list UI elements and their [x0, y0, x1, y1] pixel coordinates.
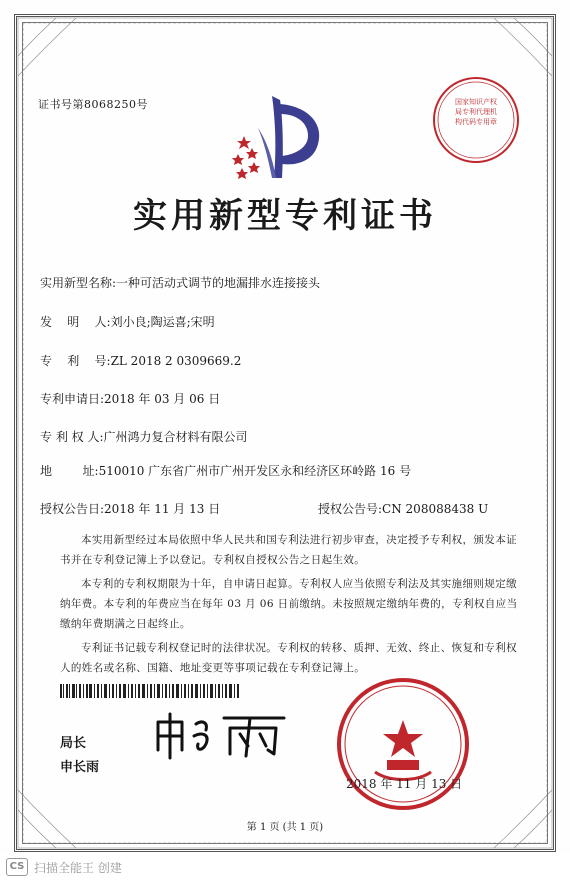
field-label: 实用新型名称:: [40, 276, 117, 290]
field-value: 一种可活动式调节的地漏排水连接接头: [116, 276, 321, 290]
field-utility-model-name: [40, 274, 320, 291]
field-label: 授权公告日:: [40, 502, 105, 516]
certificate-number: 证书号第8068250号: [38, 98, 148, 111]
field-label: 专 利 号:: [40, 354, 111, 368]
paragraph-status: 专利证书记载专利权登记时的法律状况。专利权的转移、质押、无效、终止、恢复和专利权人的姓名或名称、国籍、地址变更等事项记载在专利登记簿上。: [60, 642, 517, 674]
director-signature: [150, 710, 290, 760]
paragraph-term: 本专利的专利权期限为十年，自申请日起算。专利权人应当依照专利法及其实施细则规定缴纳年费。本专利的年费应当在每年 03 月 06 日前缴纳。未按照规定缴纳年费的，专利权自应当缴纳年费期满之日起终止。: [60, 578, 518, 630]
field-label: 地 址:: [40, 464, 99, 478]
field-value: 2018 年 03 月 06 日: [104, 392, 221, 406]
field-patentee: [40, 428, 248, 445]
paragraph-grant: 本实用新型经过本局依照中华人民共和国专利法进行初步审查，决定授予专利权，颁发本证书并在专利登记簿上予以登记。专利权自授权公告之日起生效。: [60, 534, 517, 566]
field-label: 专利申请日:: [40, 392, 105, 406]
field-address: [40, 462, 411, 479]
field-grant-publication-number: [318, 500, 488, 517]
field-application-date: [40, 390, 220, 407]
seal-date: 2018 年 11 月 13 日: [346, 777, 463, 791]
field-label: 授权公告号:: [318, 502, 383, 516]
camscanner-icon: CS: [6, 858, 28, 876]
certificate-title: 实用新型专利证书: [133, 196, 437, 236]
field-value: CN 208088438 U: [382, 502, 489, 516]
agency-seal-text: 国家知识产权局专利代理机构代码专用章: [455, 98, 497, 126]
field-label: 发 明 人:: [40, 315, 111, 329]
scanner-footer-text: 扫描全能王 创建: [34, 861, 122, 875]
field-grant-publication-date: [40, 500, 220, 517]
field-value: 广州鸿力复合材料有限公司: [103, 430, 248, 444]
field-patent-number: [40, 352, 241, 369]
barcode: [60, 684, 240, 698]
director-name: 申长雨: [60, 760, 100, 775]
field-inventor: [40, 313, 215, 330]
patent-office-logo: [228, 92, 332, 184]
field-value: 刘小良;陶运喜;宋明: [110, 315, 215, 329]
field-value: 510010 广东省广州市广州开发区永和经济区环岭路 16 号: [98, 464, 412, 478]
field-value: ZL 2018 2 0309669.2: [110, 354, 242, 368]
director-title: 局长: [60, 736, 87, 751]
page-number: 第 1 页 (共 1 页): [246, 822, 324, 833]
field-label: 专 利 权 人:: [40, 430, 104, 444]
field-value: 2018 年 11 月 13 日: [104, 502, 221, 516]
